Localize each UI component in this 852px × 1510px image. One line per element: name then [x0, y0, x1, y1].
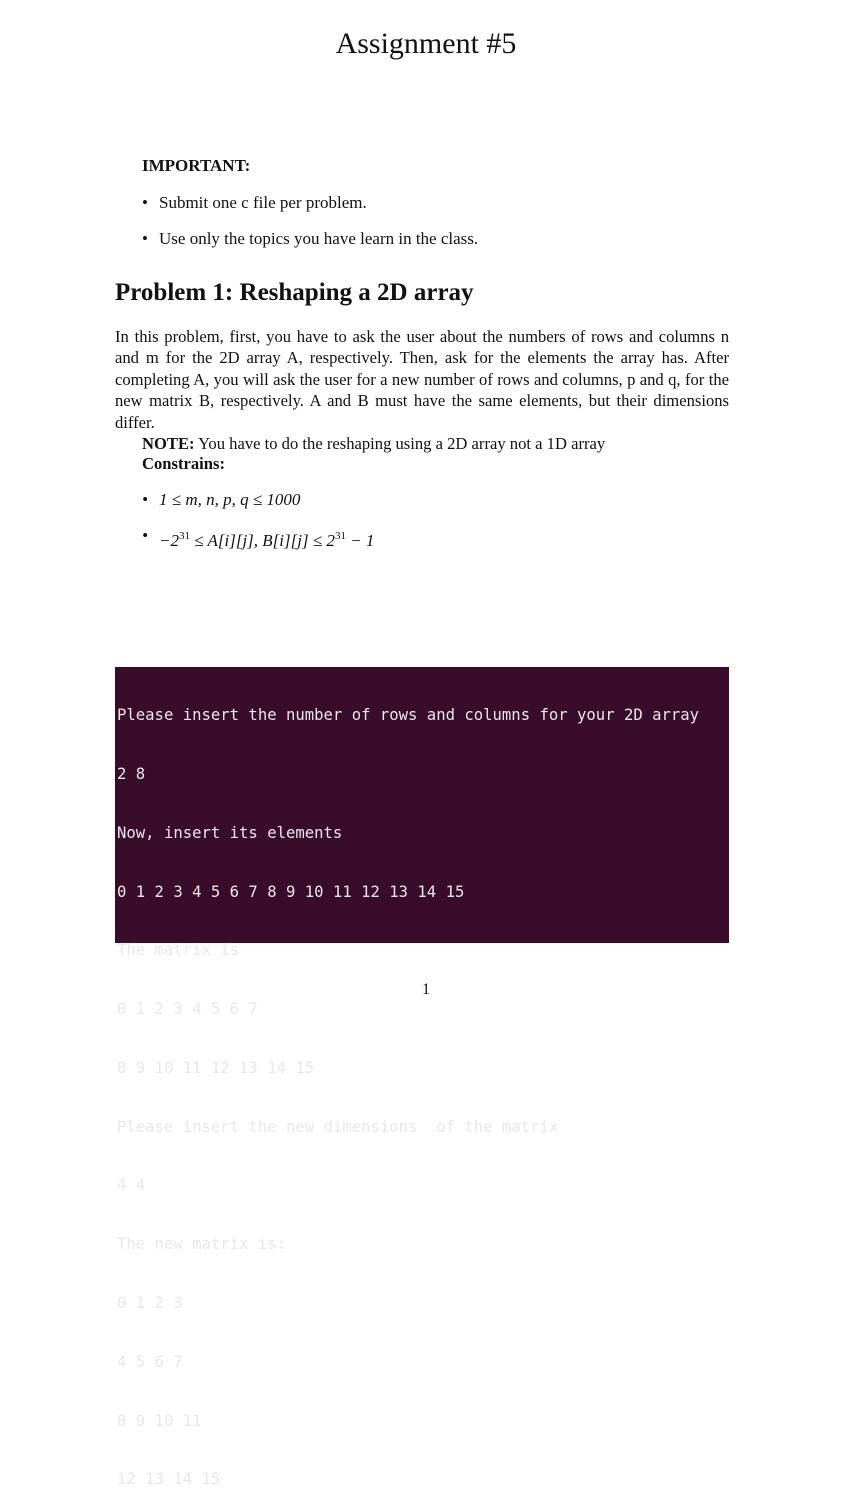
- terminal-line: Please insert the number of rows and columns for your 2D array: [117, 706, 700, 725]
- terminal-line: 4 5 6 7: [117, 1352, 183, 1371]
- page-title: Assignment #5: [335, 27, 517, 60]
- terminal-line: 0 1 2 3: [117, 1294, 183, 1312]
- note-text: You have to do the reshaping using a 2D array not a 1D array: [194, 434, 606, 453]
- constraint-item: • 1 ≤ m, n, p, q ≤ 1000: [142, 489, 374, 525]
- terminal-line: Now, insert its elements: [117, 823, 343, 842]
- problem-heading: Problem 1: Reshaping a 2D array: [115, 279, 474, 306]
- note-label: NOTE:: [142, 434, 195, 453]
- terminal-line: The matrix is: [117, 941, 240, 960]
- important-list: [142, 192, 478, 264]
- problem-description: In this problem, first, you have to ask the user about the numbers of rows and columns n and m for the 2D array A, respectively. Then, ask for the elements the array has. After completing A, you will ask the user for a new number of rows and columns, p and q, for the new matrix B, respectively. A and B must have the same elements, but their dimensions differ.: [115, 327, 729, 432]
- terminal-line: 12 13 14 15: [117, 1470, 221, 1489]
- terminal-output: [115, 667, 729, 1489]
- terminal-line: 2 8: [117, 764, 146, 783]
- list-item: • Submit one c file per problem.: [142, 192, 478, 228]
- terminal-line: Please insert the new dimensions of the matrix: [117, 1117, 559, 1136]
- constraint-item: • $-2^{31} \le A[i][j]$, $B[i][j] \le 2^{31} - 1$: [142, 525, 374, 561]
- important-heading: IMPORTANT:: [142, 156, 251, 175]
- terminal-line: 8 9 10 11: [117, 1411, 202, 1430]
- constraints-list: [142, 489, 374, 561]
- terminal-line: 0 1 2 3 4 5 6 7: [117, 1000, 258, 1019]
- page-number: 1: [422, 981, 430, 998]
- terminal-line: 4 4: [117, 1176, 146, 1195]
- list-item: • Use only the topics you have learn in the class.: [142, 228, 478, 264]
- terminal-line: 0 1 2 3 4 5 6 7 8 9 10 11 12 13 14 15: [117, 882, 465, 901]
- constraints-label: Constrains:: [142, 454, 225, 473]
- terminal-line: The new matrix is:: [117, 1235, 286, 1254]
- note: [142, 433, 605, 454]
- terminal-line: 8 9 10 11 12 13 14 15: [117, 1058, 315, 1077]
